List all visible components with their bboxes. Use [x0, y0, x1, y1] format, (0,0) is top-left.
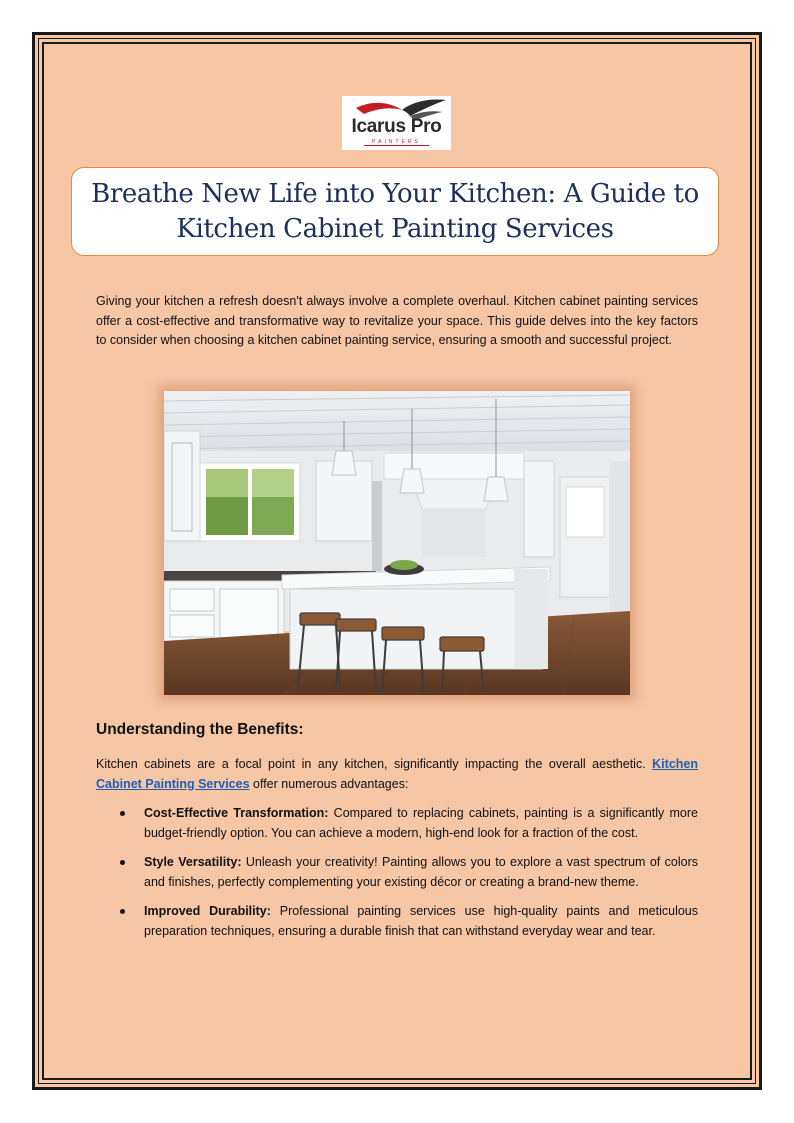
bullet-icon	[120, 860, 125, 865]
bullet-term: Cost-Effective Transformation:	[144, 806, 329, 820]
benefits-paragraph	[96, 755, 698, 794]
bullet-text: Professional painting services use high-quality paints and meticulous preparation techniques, ensuring a durable finish that can withstand everyday wear and tear.	[144, 904, 698, 938]
intro-paragraph: Giving your kitchen a refresh doesn't always involve a complete overhaul. Kitchen cabinet painting services offer a cost-effective and transformative way to revitalize your space. This guide delves into the key factors to consider when choosing a kitchen cabinet painting service, ensuring a smooth and successful project.	[96, 294, 698, 347]
title-box	[71, 167, 719, 256]
logo-name: Icarus Pro	[351, 116, 442, 137]
logo-tagline: PAINTERS	[372, 139, 421, 145]
kitchen-photo	[164, 391, 630, 695]
page-title-line-1: Breathe New Life into Your Kitchen: A Guide to	[91, 178, 699, 209]
list-item	[96, 902, 698, 941]
bullet-term: Style Versatility:	[144, 855, 242, 869]
benefits-list	[96, 804, 698, 951]
page-title	[91, 177, 699, 247]
bullet-term: Improved Durability:	[144, 904, 271, 918]
benefits-text-after-link: offer numerous advantages:	[249, 776, 409, 791]
bullet-text: Compared to replacing cabinets, painting is a significantly more budget-friendly option. You can achieve a modern, high-end look for a fraction of the cost.	[144, 806, 698, 840]
white-kitchen-image	[164, 391, 630, 695]
bullet-icon	[120, 909, 125, 914]
list-item	[96, 804, 698, 843]
company-logo	[342, 96, 451, 150]
bullet-icon	[120, 811, 125, 816]
section-heading: Understanding the Benefits:	[96, 721, 304, 738]
page-title-line-2: Kitchen Cabinet Painting Services	[176, 213, 614, 244]
bullet-text: Unleash your creativity! Painting allows you to explore a vast spectrum of colors and finishes, perfectly complementing your existing décor or creating a brand-new theme.	[144, 855, 699, 889]
benefits-text-before-link: Kitchen cabinets are a focal point in any kitchen, significantly impacting the overall aesthetic.	[96, 757, 653, 771]
kitchen-cabinet-painting-services-link[interactable]: Kitchen Cabinet Painting Services	[96, 757, 698, 791]
list-item	[96, 853, 698, 892]
